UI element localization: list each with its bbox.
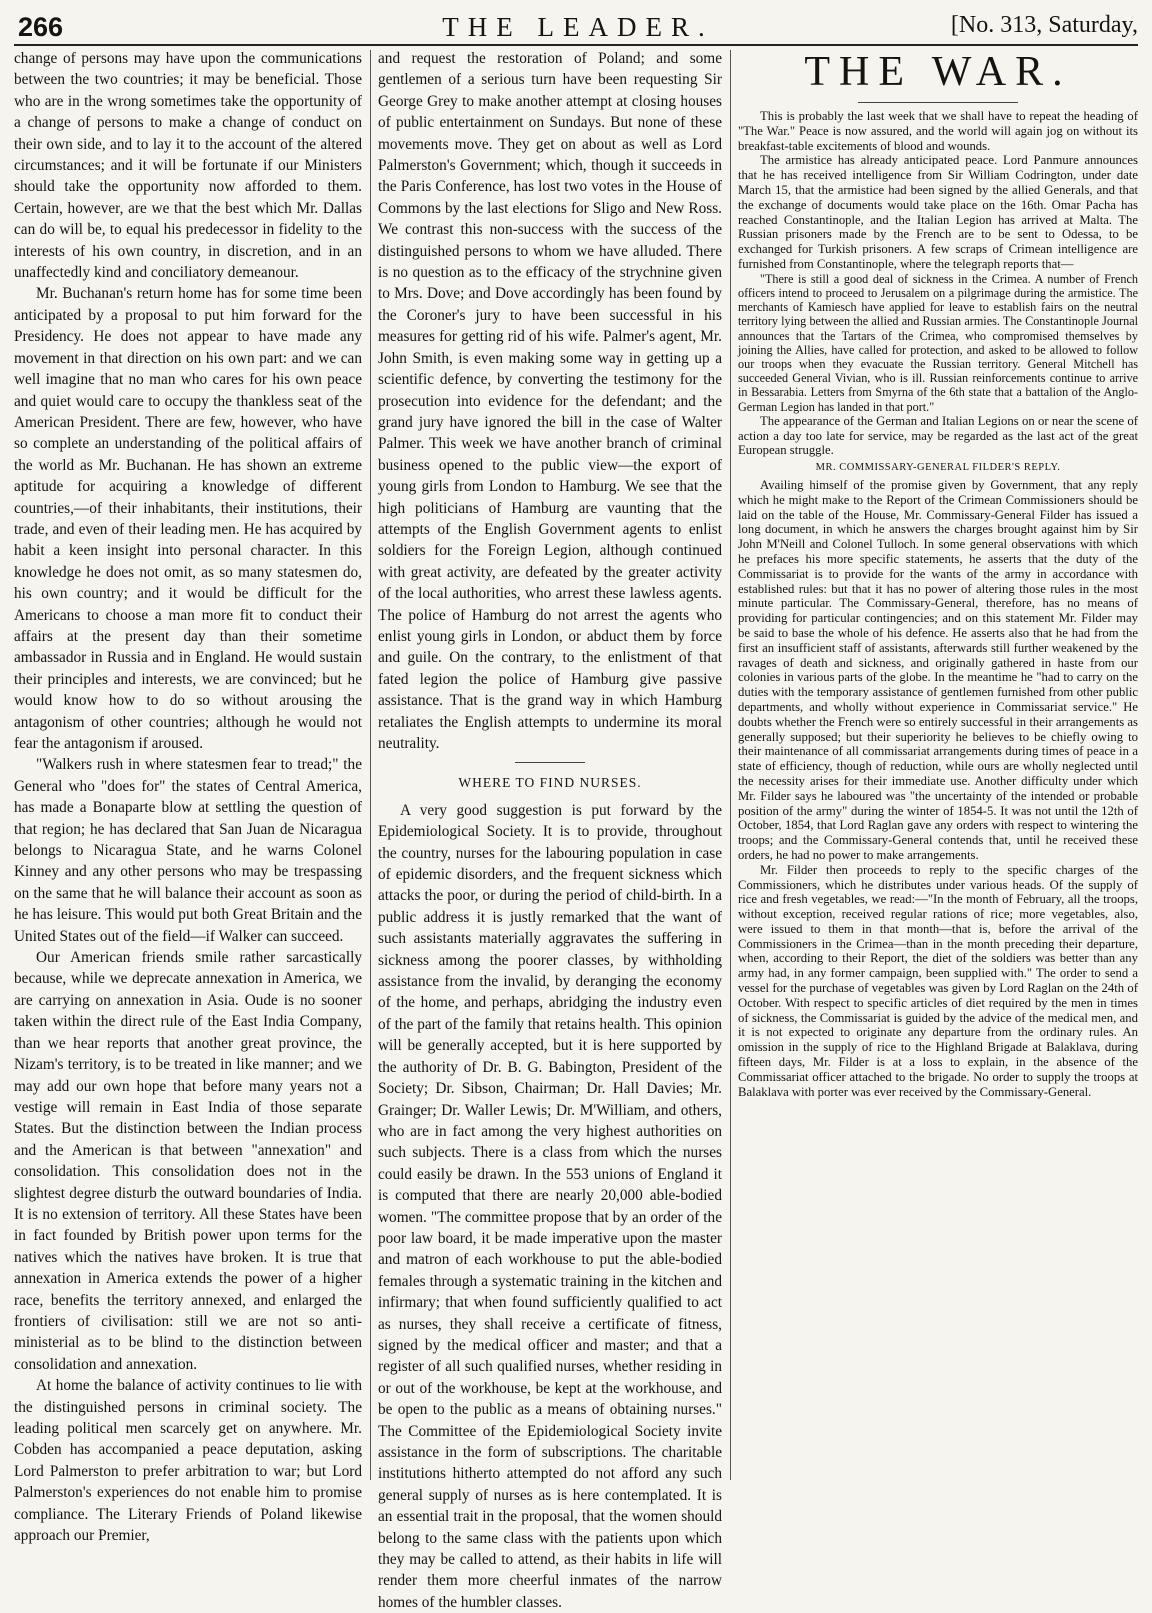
col1-paragraph: Mr. Buchanan's return home has for some time been anticipated by a proposal to put him forward for the Presidency. He does not appear to have made any movement in that direction on his own part: and we can well imagine that no man who cares for his own peace and quiet would care to occupy the thankless seat of the American President. There are few, however, who have so complete an understanding of the political affairs of the world as Mr. Buchanan. He has shown an extreme aptitude for acquiring a knowledge of different countries,—of their inhabitants, their institutions, their trade, and even of their leading men. He has acquired by habit a keen insight into personal character. In this knowledge he does not omit, as so many statesmen do, his own country; and it would be difficult for the Americans to choose a man more fit to conduct their affairs at the present day than their sometime ambassador in Russia and in England. He would sustain their principles and interests, we are convinced; but he would know how to do so without arousing the antagonism of other countries; although he would not fear the antagonism if aroused. — [14, 285, 362, 752]
col1-paragraph: "Walkers rush in where statesmen fear to tread;" the General who "does for" the states of Central America, has made a Bonaparte blow at settling the question of that region; he has declared that San Juan de Nicaragua belongs to Nicaragua State, and he warns Colonel Kinney and any other persons who may be trespassing on the same that he will balance their account as soon as he has leisure. This would put both Great Britain and the United States out of the field—if Walker can succeed. — [14, 756, 362, 945]
col1-paragraph: change of persons may have upon the communications between the two countries; it may be beneficial. Those who are in the wrong sometimes take the opportunity of a change of persons to make a change of conduct on their own side, and to lay it to the account of the altered circumstances; and it will be fortunate if our Ministers should take the opportunity now afforded to them. Certain, however, are we that the best which Mr. Dallas can do will be, to equal his predecessor in fidelity to the interests of his own country, in discretion, and in an unaffectedly kind and conciliatory demeanour. — [14, 50, 362, 282]
col1-paragraph: At home the balance of activity continues to lie with the distinguished persons in criminal society. The leading political men scarcely get on anywhere. Mr. Cobden has accompanied a peace deputation, asking Lord Palmerston to prefer arbitration to war; but Lord Palmerston's experiences do not enable him to promise compliance. The Literary Friends of Poland likewise approach our Premier, — [14, 1377, 362, 1545]
subheading-filder-reply: MR. COMMISSARY-GENERAL FILDER'S REPLY. — [815, 462, 1061, 474]
masthead: THE LEADER. — [442, 12, 714, 42]
column-2 — [378, 48, 722, 1611]
col3-paragraph: This is probably the last week that we shall have to repeat the heading of "The War." Peace is now assured, and the world will again jog on without its breakfast-table excitements of blood and wounds. — [738, 109, 1138, 153]
running-head — [18, 12, 1138, 44]
col3-sub-paragraph: Availing himself of the promise given by Government, that any reply which he might make to the Report of the Crimean Commissioners should be laid on the table of the House, Mr. Commissary-General Filder has issued a long document, in which he answers the charges brought against him by Sir John M'Neill and Colonel Tulloch. In some general observations with which he prefaces his more specific statements, he asserts that the duty of the Commissariat is to provide for the wants of the army in accordance with established rules: but that it has no power of altering those rules in the most minute particular. The Commissary-General, therefore, has no means of providing for particular contingencies; and on this statement Mr. Filder may be said to base the whole of his defence. He asserts also that he had from the first an insufficient staff of assistants, afterwards still further weakened by the ravages of death and sickness, and originally gathered in haste from our colonies in various parts of the globe. In the meantime he "had to carry on the duties with the temporary assistance of gentlemen furnished from other public departments, and wholly without experience in Commissariat service." He doubts whether the French were so entirely successful in their arrangements as generally supposed; but their superiority he believes to be chiefly owing to their maintenance of all commissariat arrangements during times of peace in a state of efficiency, though of reduction, while ours are wholly neglected until the necessity arises for their immediate use. Another difficulty under which Mr. Filder says he laboured was "the uncertainty of the intended or probable position of the army" during the winter of 1854-5. It was not until the 12th of October, 1854, that Lord Raglan gave any orders with respect to wintering the troops; and the Commissary-General contends that, until he received these orders, he had no power to make arrangements. — [738, 477, 1138, 862]
title-divider — [858, 102, 1018, 103]
section-divider — [515, 762, 585, 763]
section-heading-nurses: WHERE TO FIND NURSES. — [458, 775, 642, 791]
war-title: THE WAR. — [804, 49, 1072, 95]
column-3 — [738, 48, 1138, 1484]
column-divider — [730, 50, 731, 1480]
col3-paragraph: The appearance of the German and Italian Legions on or near the scene of action a day too late for service, may be regarded as the last act of the great European struggle. — [738, 413, 1138, 458]
col2-section-paragraph: A very good suggestion is put forward by the Epidemiological Society. It is to provide, throughout the country, nurses for the labouring population in case of epidemic disorders, and the frequent sickness which attacks the poor, or during the period of child-birth. In a public address it is justly remarked that the want of such assistants materially aggravates the suffering in sickness among the poorer classes, by withholding assistance from the invalid, by deranging the economy of the home, and perhaps, abridging the industry even of the part of the family that retains health. This opinion will be generally accepted, but it is here supported by the authority of Dr. B. G. Babington, President of the Society; Dr. Sibson, Chairman; Dr. Hall Davies; Mr. Grainger; Dr. Waller Lewis; Dr. M'William, and others, who are in fact among the very highest authorities on such subjects. There is a class from which the nurses could easily be drawn. In the 553 unions of England it is computed that there are nearly 20,000 able-bodied women. "The committee propose that by an order of the poor law board, it be made imperative upon the master and matron of each workhouse to put the able-bodied females through a systematic training in the kitchen and infirmary; that when found sufficiently qualified to act as nurses, they shall receive a certificate of fitness, signed by the medical officer and master; and that a register of all such qualified nurses, whether residing in or out of the workhouse, be kept at the workhouse, and be open to the public as a means of obtaining nurses." The Committee of the Epidemiological Society invite assistance in the form of subscriptions. The charitable institutions hitherto attempted do not afford any such general supply of nurses as is here contemplated. It is an essential trait in the proposal, that the women should belong to the same class with the patients upon which they may be called to attend, as their habits in life will render them more cheerful inmates of the narrow homes of the humbler classes. — [378, 801, 722, 1611]
col2-paragraph: and request the restoration of Poland; and some gentlemen of a serious turn have been requesting Sir George Grey to make another attempt at closing houses of public entertainment on Sundays. But none of these movements move. They get on about as well as Lord Palmerston's Government; which, though it succeeds in the Paris Conference, has lost two votes in the House of Commons by the last elections for Sligo and New Ross. We contrast this non-success with the success of the distinguished persons to whom we have alluded. There is no question as to the efficacy of the strychnine given to Mrs. Dove; and Dove accordingly has been found by the Coroner's jury to have been successful in his measures for getting rid of his wife. Palmer's agent, Mr. John Smith, is even making some way in getting up a scientific defence, by converting the testimony for the prosecution into evidence for the defendant; and the grand jury have ignored the bill in the case of Walter Palmer. This week we have another branch of criminal business opened to the public view—the export of young girls from London to Hamburg. We see that the high politicians of Hamburg are vaunting that the attempts of the English Government agents to enlist soldiers for the Foreign Legion, although continued with great activity, are defeated by the greater activity of the local authorities, who arrest these lawless agents. The police of Hamburg do not arrest the agents who enlist young girls in London, or abduct them by force and guile. On the contrary, to the enlistment of that fated legion the police of Hamburg give passive assistance. That is the grand way in which Hamburg retaliates the English attempts to undermine its moral neutrality. — [378, 50, 722, 752]
column-1 — [14, 48, 362, 1545]
telegraph-quote: "There is still a good deal of sickness in the Crimea. A number of French officers intend to proceed to Jerusalem on a pilgrimage during the armistice. The merchants of Kamiesch have applied for leave to establish fairs on the neutral territory lying between the allied and Russian armies. The Constantinople Journal announces that the Tartars of the Crimea, who compromised themselves by joining the Allies, have called for protection, and asked to be allowed to follow our troops when they evacuate the Russian territory. General Mitchell has succeeded General Vivian, who is ill. Russian reinforcements continue to arrive in Bessarabia. Letters from Smyrna of the 6th state that a battalion of the Anglo-German Legion has landed in that port." — [738, 271, 1138, 414]
col3-paragraph: The armistice has already anticipated peace. Lord Panmure announces that he has received intelligence from Sir William Codrington, under date March 15, that the armistice had been signed by the allied Generals, and that the exchange of documents would take place on the 16th. Omar Pacha has reached Constantinople, and the Italian Legion has arrived at Malta. The Russian prisoners made by the French are to be sent to Odessa, to be exchanged for Turkish prisoners. A few scraps of Crimean intelligence are furnished from Constantinople, where the telegraph reports that— — [738, 153, 1138, 271]
col1-paragraph: Our American friends smile rather sarcastically because, while we deprecate annexation in America, we are carrying on annexation in Asia. Oude is no sooner taken within the direct rule of the East India Company, than we hear reports that another great province, the Nizam's territory, is to be treated in like manner; and we may add our own hope that before many years not a vestige will remain in East India of those separate States. But the distinction between the Indian process and the American is that between "annexation" and consolidation. This consolidation does not in the slightest degree disturb the outward boundaries of India. It is no extension of territory. All these States have been in fact founded by British power upon terms for the natives which the natives have broken. It is true that annexation in America extends the power of a higher race, benefits the territory annexed, and enlarged the frontiers of civilisation: still we are not so anti-ministerial as to be blind to the distinction between consolidation and annexation. — [14, 949, 362, 1373]
page-number: 266 — [18, 12, 64, 42]
issue-label: [No. 313, Saturday, — [950, 12, 1138, 38]
header-rule — [14, 44, 1138, 46]
col3-sub-paragraph: Mr. Filder then proceeds to reply to the specific charges of the Commissioners, which he distributes under various heads. Of the supply of rice and fresh vegetables, we read:—"In the month of February, all the troops, without exception, received regular rations of rice; more vegetables, also, were issued to them in that month—that is, before the arrival of the Commissioners in the Crimea—than in the month preceding their departure, when, according to their Report, the diet of the soldiers was better than any army had, in any former campaign, been supplied with." The order to send a vessel for the purchase of vegetables was given by Lord Raglan on the 24th of October. With respect to specific articles of diet required by the men in times of sickness, the Commissariat is guided by the advice of the medical men, and it is not expected to originate any departure from the ordinary rules. An omission in the supply of rice to the Highland Brigade at Balaklava, during fifteen days, Mr. Filder is at a loss to explain, in the absence of the Commissariat officer attached to the brigade. No order to supply the troops at Balaklava with porter was ever received by the Commissary-General. — [738, 862, 1138, 1099]
column-divider — [370, 50, 371, 1480]
page-body — [14, 48, 1138, 1611]
